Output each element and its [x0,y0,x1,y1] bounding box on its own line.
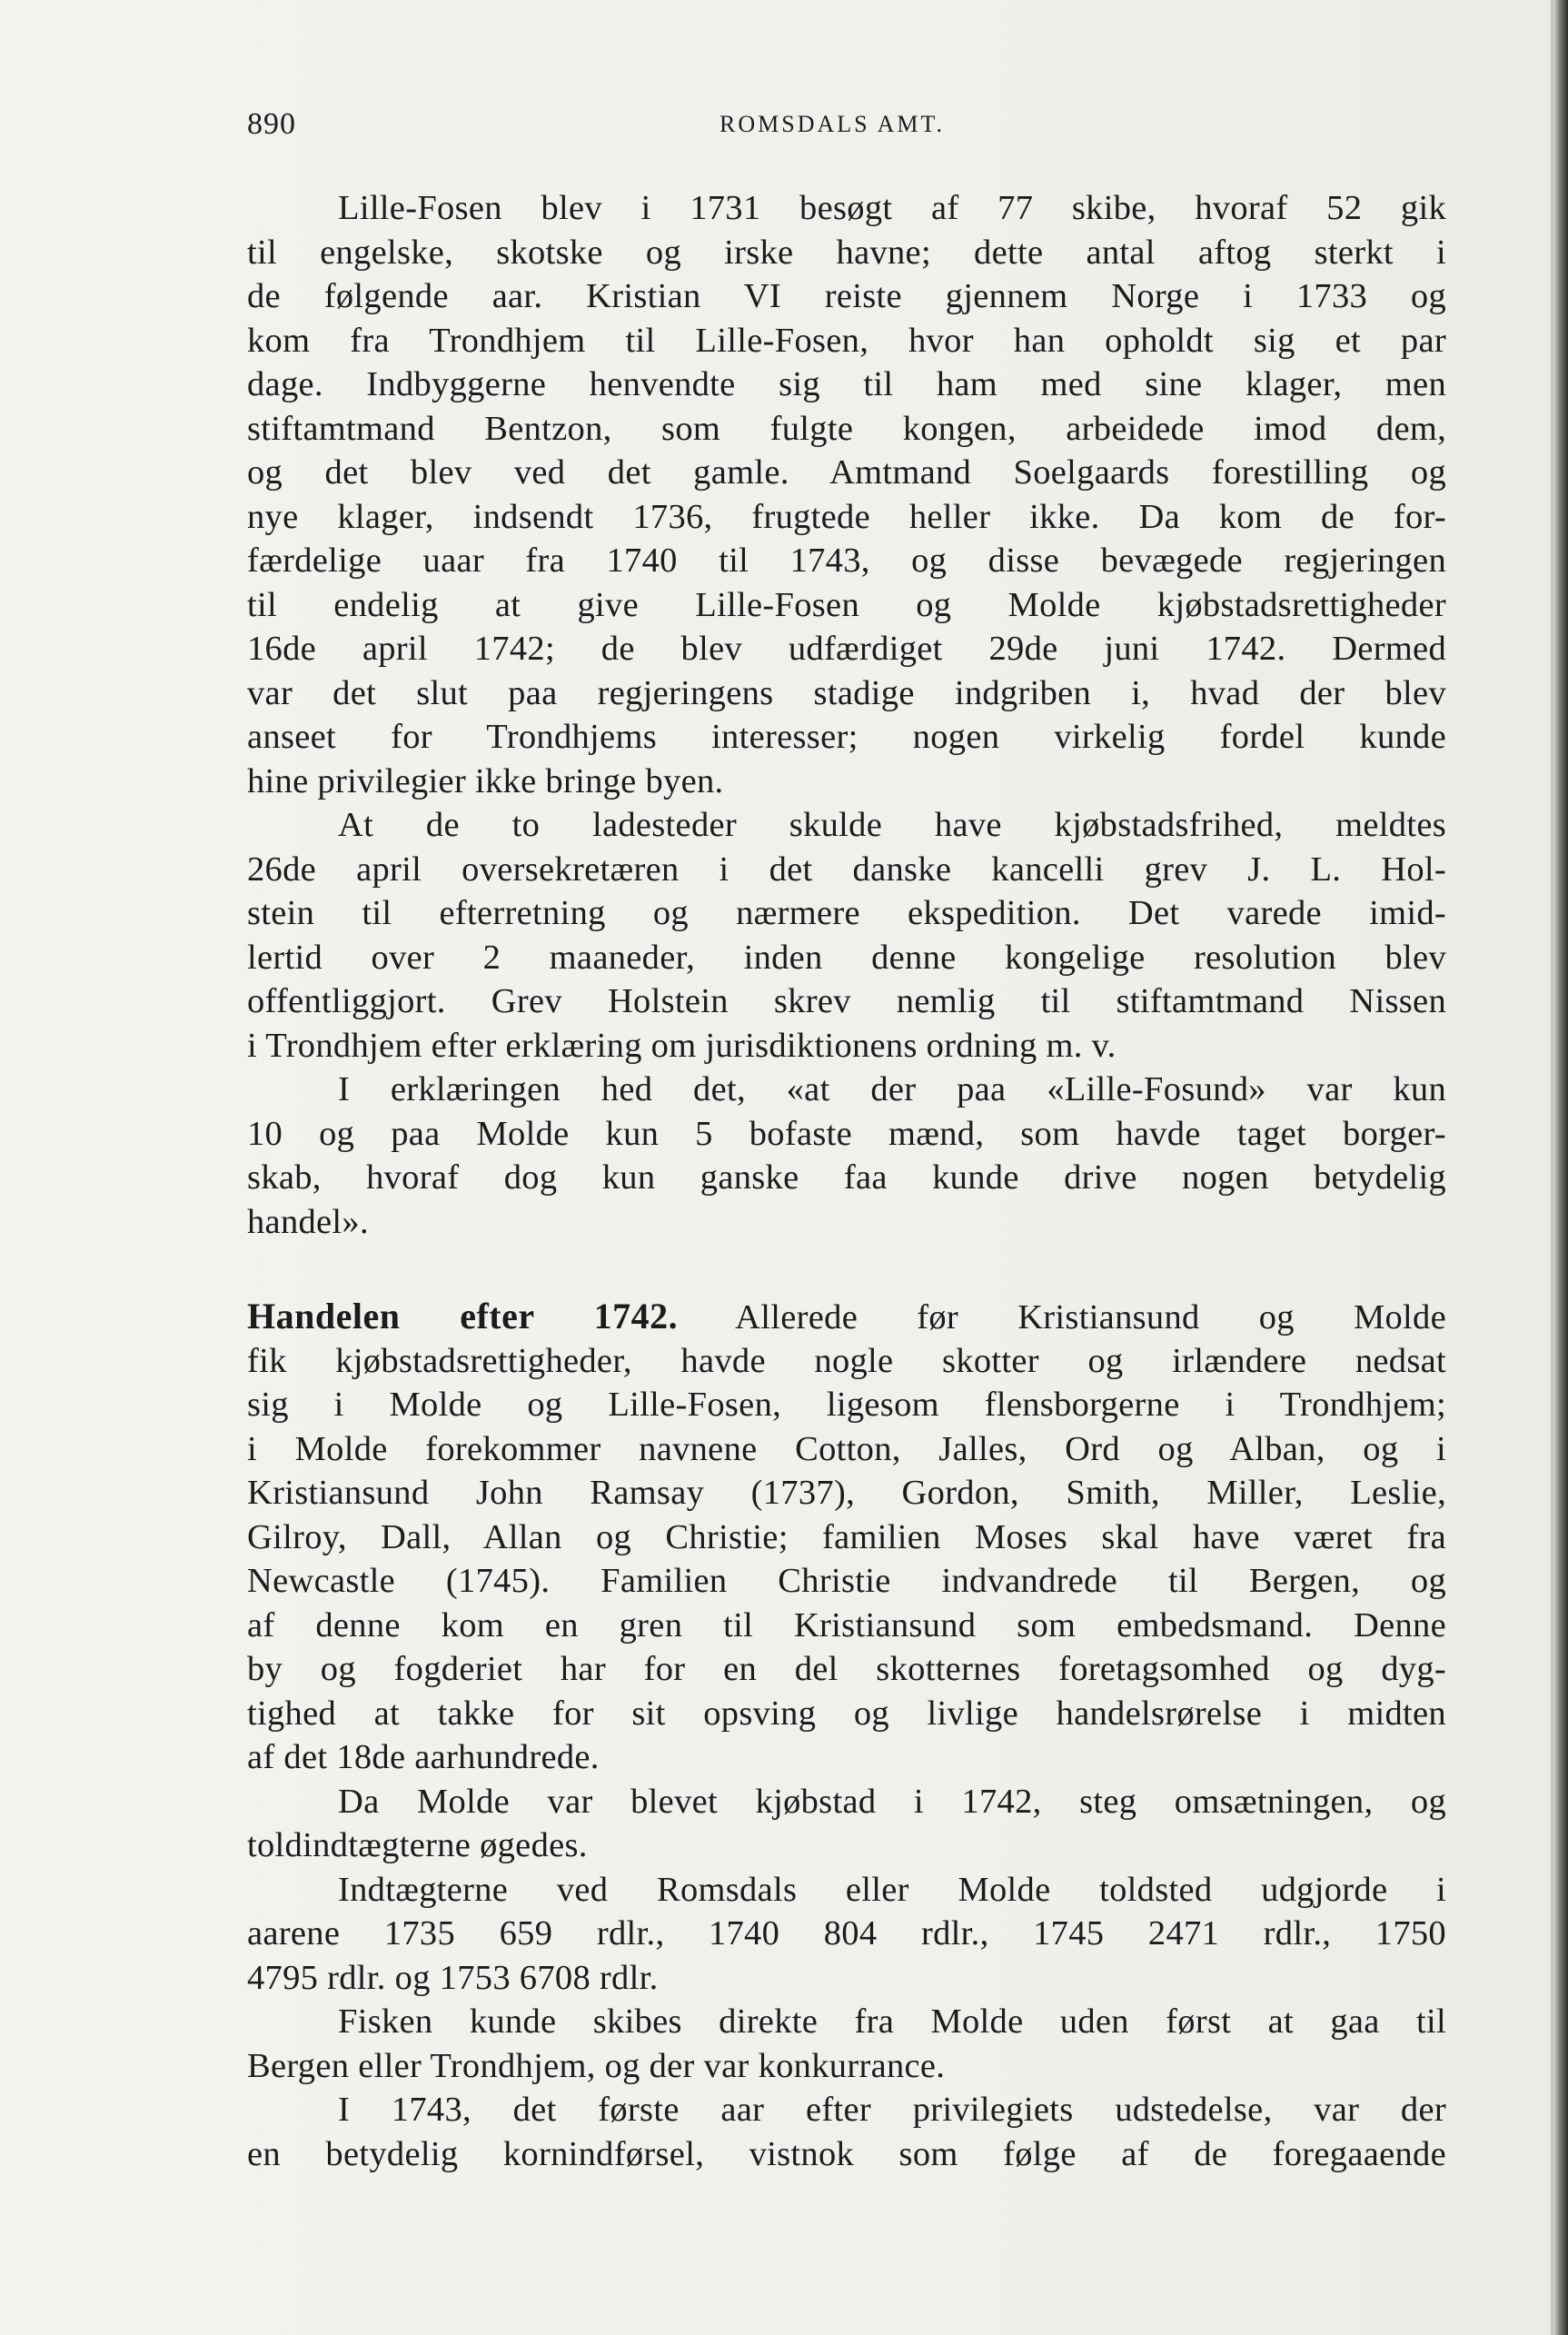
text-line: toldindtægterne øgedes. [247,1826,588,1864]
section-gap [247,1244,1446,1295]
text-line: by og fogderiet har for en del skotternes foretagsomhed og dyg- [247,1650,1446,1688]
text-line: I 1743, det første aar efter privilegiets udstedelse, var der [338,2091,1446,2129]
text-line: 16de april 1742; de blev udfærdiget 29de juni 1742. Dermed [247,630,1446,668]
text-line: fik kjøbstadsrettigheder, havde nogle skotter og irlændere nedsat [247,1341,1446,1380]
page-edge-shadow [1553,0,1568,2335]
text-line: At de to ladesteder skulde have kjøbstadsfrihed, meldtes [338,806,1446,844]
text-line: og det blev ved det gamle. Amtmand Soelgaards forestilling og [247,453,1446,492]
text-line: lertid over 2 maaneder, inden denne kongelige resolution blev [247,938,1446,977]
text-line: færdelige uaar fra 1740 til 1743, og disse bevægede regjeringen [247,542,1446,580]
text-line: offentliggjort. Grev Holstein skrev nemlig til stiftamtmand Nissen [247,982,1446,1020]
text-line: skab, hvoraf dog kun ganske faa kunde drive nogen betydelig [247,1158,1446,1197]
text-run: Allerede før Kristiansund og Molde [735,1298,1446,1336]
text-line: 26de april oversekretæren i det danske kancelli grev J. L. Hol- [247,850,1446,889]
text-line: nye klager, indsendt 1736, frugtede heller ikke. Da kom de for- [247,497,1446,536]
text-line: anseet for Trondhjems interesser; nogen virkelig fordel kunde [247,718,1446,756]
text-line: Kristiansund John Ramsay (1737), Gordon, Smith, Miller, Leslie, [247,1474,1446,1512]
text-line: i Molde forekommer navnene Cotton, Jalles, Ord og Alban, og i [247,1429,1446,1468]
text-line: 10 og paa Molde kun 5 bofaste mænd, som havde taget borger- [247,1114,1446,1153]
page-number: 890 [247,107,296,141]
text-line: hine privilegier ikke bringe byen. [247,761,724,800]
text-line: Indtægterne ved Romsdals eller Molde toldsted udgjorde i [338,1870,1446,1909]
text-line: stiftamtmand Bentzon, som fulgte kongen, arbeidede imod dem, [247,409,1446,448]
text-line: Da Molde var blevet kjøbstad i 1742, steg omsætningen, og [338,1782,1446,1821]
text-line: handel». [247,1202,369,1241]
text-line: de følgende aar. Kristian VI reiste gjennem Norge i 1733 og [247,277,1446,315]
text-line: sig i Molde og Lille-Fosen, ligesom flensborgerne i Trondhjem; [247,1386,1446,1424]
section-heading: Handelen efter 1742. [247,1296,679,1336]
text-line: stein til efterretning og nærmere ekspedition. Det varede imid- [247,894,1446,932]
text-line: var det slut paa regjeringens stadige indgriben i, hvad der blev [247,673,1446,712]
text-line: Lille-Fosen blev i 1731 besøgt af 77 skibe, hvoraf 52 gik [338,189,1446,227]
text-line: til engelske, skotske og irske havne; dette antal aftog sterkt i [247,233,1446,272]
text-line: i Trondhjem efter erklæring om jurisdiktionens ordning m. v. [247,1026,1116,1065]
text-line: Fisken kunde skibes direkte fra Molde uden først at gaa til [338,2002,1446,2041]
text-line: kom fra Trondhjem til Lille-Fosen, hvor han opholdt sig et par [247,321,1446,360]
text-line: Gilroy, Dall, Allan og Christie; familien Moses skal have været fra [247,1517,1446,1556]
text-line: 4795 rdlr. og 1753 6708 rdlr. [247,1958,659,1997]
text-line: af det 18de aarhundrede. [247,1738,600,1776]
text-line: af denne kom en gren til Kristiansund som embedsmand. Denne [247,1605,1446,1644]
text-line: dage. Indbyggerne henvendte sig til ham med sine klager, men [247,365,1446,403]
text-line: til endelig at give Lille-Fosen og Molde kjøbstadsrettigheder [247,585,1446,624]
text-line: Newcastle (1745). Familien Christie indvandrede til Bergen, og [247,1562,1446,1600]
page-header [247,107,1464,144]
text-line: aarene 1735 659 rdlr., 1740 804 rdlr., 1745 2471 rdlr., 1750 [247,1914,1446,1952]
text-line: tighed at takke for sit opsving og livlige handelsrørelse i midten [247,1694,1446,1733]
text-line: Bergen eller Trondhjem, og der var konkurrance. [247,2046,946,2085]
text-line: en betydelig kornindførsel, vistnok som følge af de foregaaende [247,2134,1446,2173]
text-line [247,1295,1446,1339]
body-text [247,186,1446,2176]
running-head: ROMSDALS AMT. [719,111,946,137]
text-line: I erklæringen hed det, «at der paa «Lille-Fosund» var kun [338,1070,1446,1108]
